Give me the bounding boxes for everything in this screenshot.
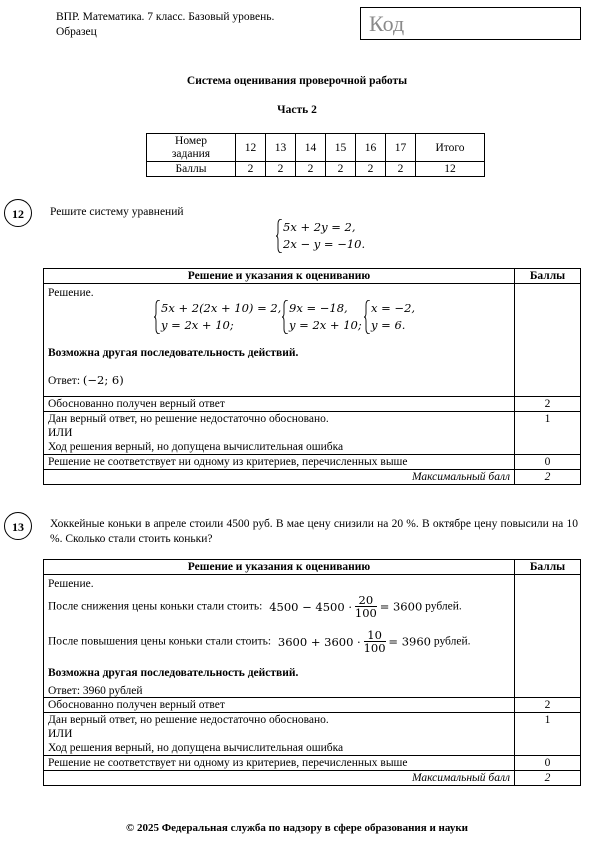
- criterion-text: Решение не соответствует ни одному из критериев, перечисленных выше: [44, 455, 515, 470]
- grading-table-13: [43, 559, 581, 786]
- alt-sequence-note: Возможна другая последовательность действий.: [48, 347, 299, 359]
- solution-step-2: После повышения цены коньки стали стоить: 3600 + 3600 · $\frac{10}{100}$ = 3960 рублей.: [48, 628, 471, 655]
- criterion-row: [44, 713, 581, 756]
- total-points-cell: 12: [416, 162, 485, 177]
- points-header: Баллы: [147, 162, 236, 177]
- solution-row: [44, 284, 581, 397]
- grading-header-row: [44, 560, 581, 575]
- equation-line: 2x − y = −10.: [283, 237, 366, 251]
- points-header: Баллы: [515, 269, 581, 284]
- answer-value: (−2; 6): [82, 373, 124, 387]
- solution-label: Решение.: [48, 578, 94, 590]
- max-points-label: Максимальный балл: [44, 470, 515, 485]
- answer-label: Ответ:: [48, 375, 81, 387]
- solution-cell: [48, 575, 510, 697]
- task-number-cell: 17: [386, 134, 416, 162]
- question-number-13: 13: [4, 512, 32, 540]
- solution-cell: [48, 284, 510, 396]
- copyright-footer: © 2025 Федеральная служба по надзору в сфере образования и науки: [125, 822, 468, 834]
- criterion-text: Обоснованно получен верный ответ: [44, 397, 515, 412]
- task-number-cell: 14: [296, 134, 326, 162]
- points-cell: 2: [296, 162, 326, 177]
- criterion-row: [44, 756, 581, 771]
- question-number-12: 12: [4, 199, 32, 227]
- criterion-row: [44, 397, 581, 412]
- answer-line: Ответ: 3960 рублей: [48, 685, 143, 697]
- grading-header-row: [44, 269, 581, 284]
- solution-header: Решение и указания к оцениванию: [44, 560, 515, 575]
- task-number-cell: 13: [266, 134, 296, 162]
- criterion-points: 2: [515, 397, 581, 412]
- score-table-header-row: [147, 134, 485, 162]
- criterion-text: Дан верный ответ, но решение недостаточно обосновано. ИЛИ Ход решения верный, но допущена вычислительная ошибка: [44, 713, 515, 756]
- max-points-row: [44, 470, 581, 485]
- header-line-2: Образец: [56, 26, 97, 38]
- equation-system: [276, 219, 365, 253]
- brace-icon: [276, 219, 282, 253]
- task-number-cell: 16: [356, 134, 386, 162]
- question-13-text: Хоккейные коньки в апреле стоили 4500 руб. В мае цену снизили на 20 %. В октябре цену повысили на 10 %. Сколько стали стоить коньки?: [50, 518, 578, 545]
- criterion-row: [44, 455, 581, 470]
- points-cell: 2: [236, 162, 266, 177]
- task-number-cell: 15: [326, 134, 356, 162]
- criterion-text: Дан верный ответ, но решение недостаточно обосновано. ИЛИ Ход решения верный, но допущена вычислительная ошибка: [44, 412, 515, 455]
- points-empty-cell: [515, 284, 581, 397]
- grading-table-12: [43, 268, 581, 485]
- points-cell: 2: [266, 162, 296, 177]
- solution-row: [44, 575, 581, 698]
- criterion-row: [44, 698, 581, 713]
- solution-system-3: x = −2, y = 6.: [364, 300, 415, 334]
- question-12-text: Решите систему уравнений: [50, 206, 184, 218]
- part-title: Часть 2: [277, 104, 317, 116]
- brace-icon: [364, 300, 370, 334]
- solution-label: Решение.: [48, 287, 94, 299]
- points-cell: 2: [356, 162, 386, 177]
- code-label: Код: [369, 11, 405, 36]
- criterion-points: 1: [515, 412, 581, 455]
- document-header: [56, 10, 274, 40]
- points-cell: 2: [386, 162, 416, 177]
- brace-icon: [282, 300, 288, 334]
- points-cell: 2: [326, 162, 356, 177]
- max-points-label: Максимальный балл: [44, 771, 515, 786]
- code-field[interactable]: [360, 7, 581, 40]
- fraction: $\frac{10}{100}$: [363, 628, 386, 655]
- task-number-header: Номер задания: [147, 134, 236, 162]
- solution-header: Решение и указания к оцениванию: [44, 269, 515, 284]
- solution-system-1: 5x + 2(2x + 10) = 2, y = 2x + 10;: [154, 300, 281, 334]
- criterion-points: 1: [515, 713, 581, 756]
- page-title: Система оценивания проверочной работы: [186, 75, 408, 87]
- total-header: Итого: [416, 134, 485, 162]
- criterion-text: Обоснованно получен верный ответ: [44, 698, 515, 713]
- criterion-points: 0: [515, 756, 581, 771]
- criterion-points: 0: [515, 455, 581, 470]
- max-points-row: [44, 771, 581, 786]
- brace-icon: [154, 300, 160, 334]
- criterion-text: Решение не соответствует ни одному из критериев, перечисленных выше: [44, 756, 515, 771]
- header-line-1: ВПР. Математика. 7 класс. Базовый уровень.: [56, 11, 275, 23]
- solution-system-2: 9x = −18, y = 2x + 10;: [282, 300, 362, 334]
- fraction: $\frac{20}{100}$: [354, 593, 377, 620]
- points-header: Баллы: [515, 560, 581, 575]
- criterion-points: 2: [515, 698, 581, 713]
- solution-step-1: После снижения цены коньки стали стоить: 4500 − 4500 · $\frac{20}{100}$ = 3600 рублей.: [48, 593, 462, 620]
- max-points-value: 2: [515, 771, 581, 786]
- equation-line: 5x + 2y = 2,: [283, 220, 356, 234]
- task-number-cell: 12: [236, 134, 266, 162]
- max-points-value: 2: [515, 470, 581, 485]
- answer-line: [48, 373, 124, 388]
- alt-sequence-note: Возможна другая последовательность действий.: [48, 667, 299, 679]
- score-table: [146, 133, 485, 177]
- points-empty-cell: [515, 575, 581, 698]
- score-table-points-row: [147, 162, 485, 177]
- criterion-row: [44, 412, 581, 455]
